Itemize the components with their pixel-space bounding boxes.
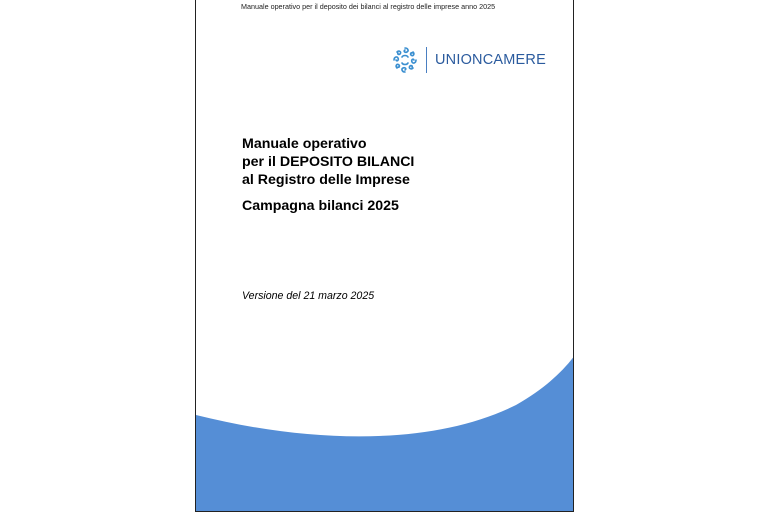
title-line: per il DEPOSITO BILANCI: [242, 154, 415, 170]
document-title: [242, 135, 414, 189]
decorative-wave: [196, 350, 574, 512]
title-line: al Registro delle Imprese: [242, 172, 410, 188]
version-date: Versione del 21 marzo 2025: [242, 290, 375, 302]
campaign-title: Campagna bilanci 2025: [242, 198, 399, 214]
wave-shape: [196, 355, 574, 512]
title-line: Manuale operativo: [242, 136, 367, 152]
unioncamere-logo-icon: [391, 45, 419, 75]
document-page: [195, 0, 574, 512]
logo-divider: [426, 47, 427, 73]
running-header: Manuale operativo per il deposito dei bilanci al registro delle imprese anno 2025: [241, 2, 496, 11]
unioncamere-logo: [391, 44, 546, 76]
logo-text: UNIONCAMERE: [435, 52, 546, 68]
